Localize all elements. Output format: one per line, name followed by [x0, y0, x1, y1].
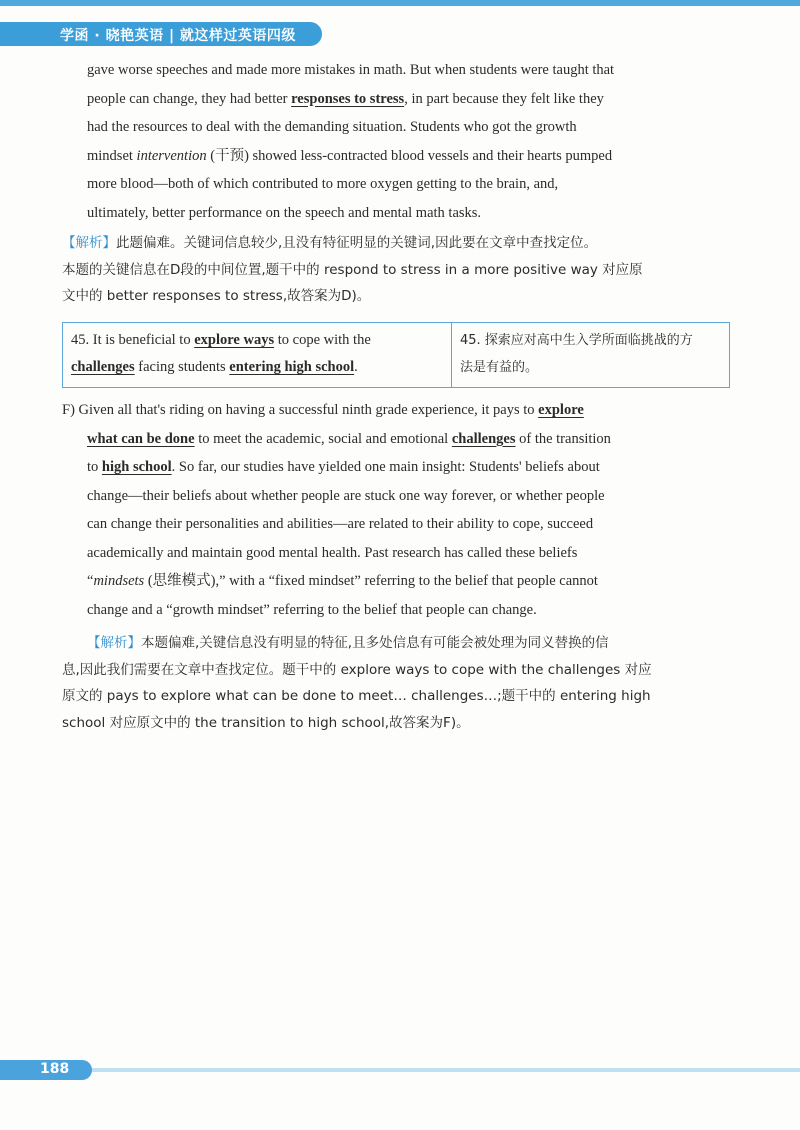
- key-phrase: challenges: [71, 359, 135, 375]
- key-phrase: high school: [101, 459, 172, 475]
- paragraph-f: F) Given all that's riding on having a successful ninth grade experience, it pays to explore what can be done to meet the academic, social and emotional challenges of the transition to high school. So far, our studies have yielded one main insight: Students' beliefs about change—their beliefs about whether people are stuck one way forever, or whether people can change their personalities and abilities—are related to their ability to cope, succeed academically and maintain good mental health. Past research has called these beliefs “mindsets (思维模式),” with a “fixed mindset” referring to the belief that people cannot change and a “growth mindset” referring to the belief that people can change.: [62, 402, 611, 618]
- text-line: gave worse speeches and made more mistakes in math. But when students were taught that: [87, 62, 615, 78]
- key-phrase: entering high school: [229, 359, 355, 375]
- analysis-block-2: 【解析】本题偏难,关键信息没有明显的特征,且多处信息有可能会被处理为同义替换的信 息,因此我们需要在文章中查找定位。题干中的 explore ways to cope with the challenges 对应 原文的 pays to explore what can be done to meet… challenges…;题干中的 entering high school 对应原文中的 the transition to high school,故答案为F)。: [62, 635, 652, 731]
- analysis-block-1: 【解析】此题偏难。关键词信息较少,且没有特征明显的关键词,因此要在文章中查找定位。 本题的关键信息在D段的中间位置,题干中的 respond to stress in a more positive way 对应原 文中的 better responses to stress,故答案为D)。: [62, 235, 643, 304]
- text-line: had the resources to deal with the demanding situation. Students who got the growth: [87, 119, 577, 135]
- key-phrase: what can be done: [87, 430, 195, 447]
- header-tab: [0, 22, 322, 46]
- key-phrase: explore ways: [194, 332, 275, 348]
- book-title: 学函 · 晓艳英语 | 就这样过英语四级: [60, 28, 296, 44]
- header-stripe: [0, 0, 800, 6]
- page-number-badge: [0, 1060, 92, 1080]
- question-box: [62, 322, 730, 388]
- text-line: people can change, they had better responses to stress, in part because they felt like they: [87, 90, 604, 107]
- key-phrase: responses to stress: [291, 90, 405, 107]
- analysis-tag: 【解析】: [87, 635, 141, 651]
- key-phrase: challenges: [451, 430, 516, 447]
- text-line: more blood—both of which contributed to more oxygen getting to the brain, and,: [87, 176, 559, 192]
- question-english: 45. It is beneficial to explore ways to cope with the challenges facing students entering high school.: [63, 323, 452, 387]
- text-line: ultimately, better performance on the speech and mental math tasks.: [87, 204, 482, 221]
- footer-stripe: [0, 1068, 800, 1072]
- key-phrase: explore: [538, 402, 584, 418]
- analysis-tag: 【解析】: [62, 235, 116, 251]
- text-line: mindset intervention (干预) showed less-contracted blood vessels and their hearts pumped: [87, 147, 613, 164]
- question-chinese: 45. 探索应对高中生入学所面临挑战的方 法是有益的。: [460, 333, 693, 375]
- page-number: 188: [40, 1061, 70, 1077]
- paragraph-d: [87, 56, 729, 227]
